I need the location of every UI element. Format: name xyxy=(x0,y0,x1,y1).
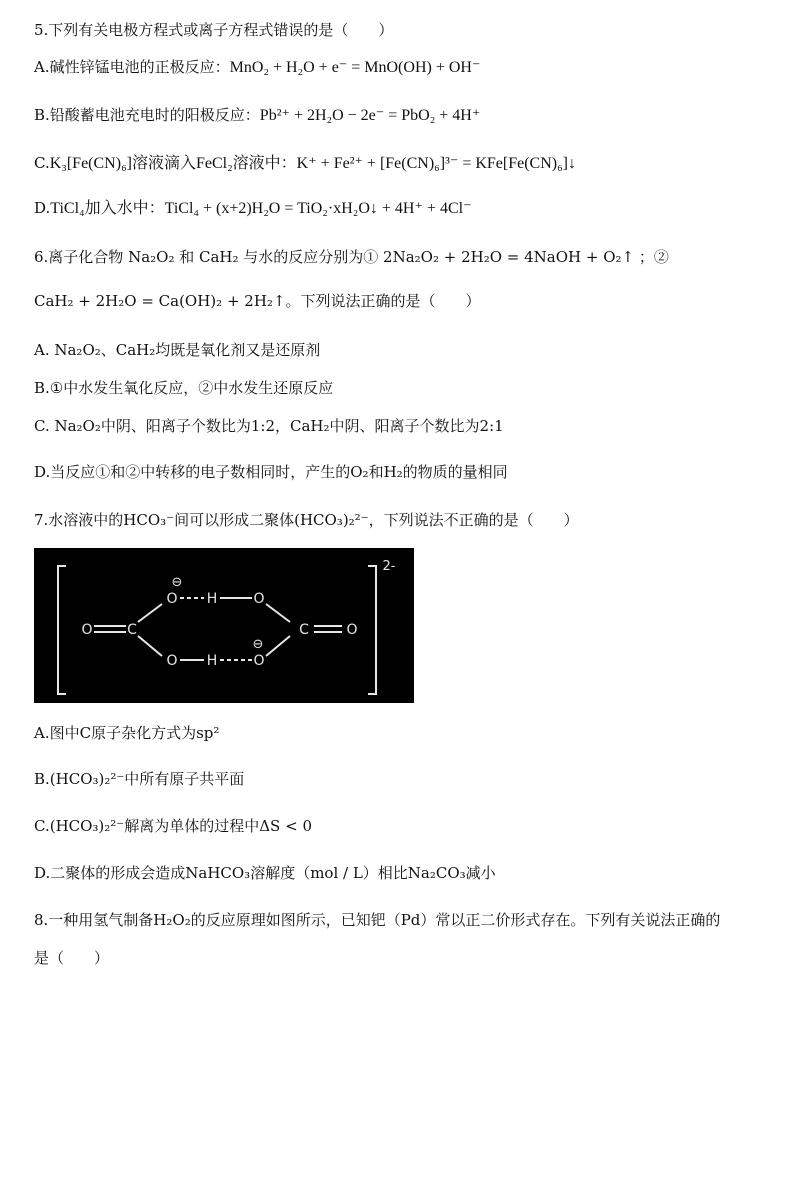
bond-c-o-bottom-left xyxy=(138,636,162,656)
bond-c-o-top-left xyxy=(138,604,162,622)
atom-h-top: H xyxy=(206,591,218,607)
q5-option-b-formula: Pb²⁺ + 2H₂O − 2e⁻ = PbO₂ + 4H⁺ xyxy=(259,107,481,124)
q6-stem-line-2: CaH₂ + 2H₂O = Ca(OH)₂ + 2H₂↑。下列说法正确的是（ ） xyxy=(34,292,481,310)
q5-stem: 5.下列有关电极方程式或离子方程式错误的是（ ） xyxy=(34,21,394,39)
negative-charge-top-icon: ⊖ xyxy=(171,575,183,590)
q5-option-a-formula: MnO₂ + H₂O + e⁻ = MnO(OH) + OH⁻ xyxy=(229,59,481,76)
atom-o-right: O xyxy=(346,622,358,638)
q6-stem-line-1: 6.离子化合物 Na₂O₂ 和 CaH₂ 与水的反应分别为① 2Na₂O₂ + 2H₂O = 4NaOH + O₂↑ ；② xyxy=(34,248,669,266)
q5-option-c xyxy=(34,152,776,175)
q5-option-d-label: D. xyxy=(34,199,51,217)
atom-c-left: C xyxy=(127,622,137,638)
q7-option-a: A.图中C原子杂化方式为sp² xyxy=(34,724,220,742)
atom-h-bottom: H xyxy=(206,653,218,669)
bond-o-c-bottom-right xyxy=(266,636,290,656)
left-bracket xyxy=(58,566,66,694)
q7-option-c: C.(HCO₃)₂²⁻解离为单体的过程中ΔS < 0 xyxy=(34,817,312,835)
dimer-structure-diagram xyxy=(34,548,414,703)
atom-o-top-right: O xyxy=(253,591,265,607)
q7-stem: 7.水溶液中的HCO₃⁻间可以形成二聚体(HCO₃)₂²⁻，下列说法不正确的是（ ） xyxy=(34,511,579,529)
q5-option-d xyxy=(34,197,776,220)
atom-c-right: C xyxy=(299,622,309,638)
q5-option-b xyxy=(34,104,776,127)
q8-stem-line-1: 8.一种用氢气制备H₂O₂的反应原理如图所示，已知钯（Pd）常以正二价形式存在。下列有关说法正确的 xyxy=(34,911,721,929)
q6-option-b: B.①中水发生氧化反应，②中水发生还原反应 xyxy=(34,379,334,397)
atom-o-left: O xyxy=(81,622,93,638)
atom-o-bottom-right: O xyxy=(253,653,265,669)
q5-option-b-label: B.铅酸蓄电池充电时的阳极反应： xyxy=(34,106,260,124)
atom-o-bottom-left: O xyxy=(166,653,178,669)
q6-option-a: A. Na₂O₂、CaH₂均既是氧化剂又是还原剂 xyxy=(34,341,321,359)
q5-option-a xyxy=(34,56,776,79)
q8-stem-line-2: 是（ ） xyxy=(34,949,110,967)
q6-option-c: C. Na₂O₂中阴、阳离子个数比为1:2，CaH₂中阴、阳离子个数比为2:1 xyxy=(34,417,504,435)
negative-charge-bottom-icon: ⊖ xyxy=(252,637,264,652)
q7-option-d: D.二聚体的形成会造成NaHCO₃溶解度（mol / L）相比Na₂CO₃减小 xyxy=(34,864,496,882)
bond-o-c-top-right xyxy=(266,604,290,622)
q7-option-b: B.(HCO₃)₂²⁻中所有原子共平面 xyxy=(34,770,245,788)
dimer-structure-svg xyxy=(34,548,414,703)
atom-o-top-left: O xyxy=(166,591,178,607)
ion-charge-label: 2- xyxy=(382,559,396,574)
q5-option-c-formula: K₃[Fe(CN)₆]溶液滴入FeCl₂溶液中：K⁺ + Fe²⁺ + [Fe(CN)₆]³⁻ = KFe[Fe(CN)₆]↓ xyxy=(49,155,577,172)
right-bracket xyxy=(368,566,376,694)
q5-option-a-label: A.碱性锌锰电池的正极反应： xyxy=(34,58,230,76)
q5-option-d-formula: TiCl₄加入水中：TiCl₄ + (x+2)H₂O = TiO₂·xH₂O↓ + 4H⁺ + 4Cl⁻ xyxy=(50,200,472,217)
q5-option-c-label: C. xyxy=(34,154,50,172)
q6-option-d: D.当反应①和②中转移的电子数相同时，产生的O₂和H₂的物质的量相同 xyxy=(34,463,508,481)
